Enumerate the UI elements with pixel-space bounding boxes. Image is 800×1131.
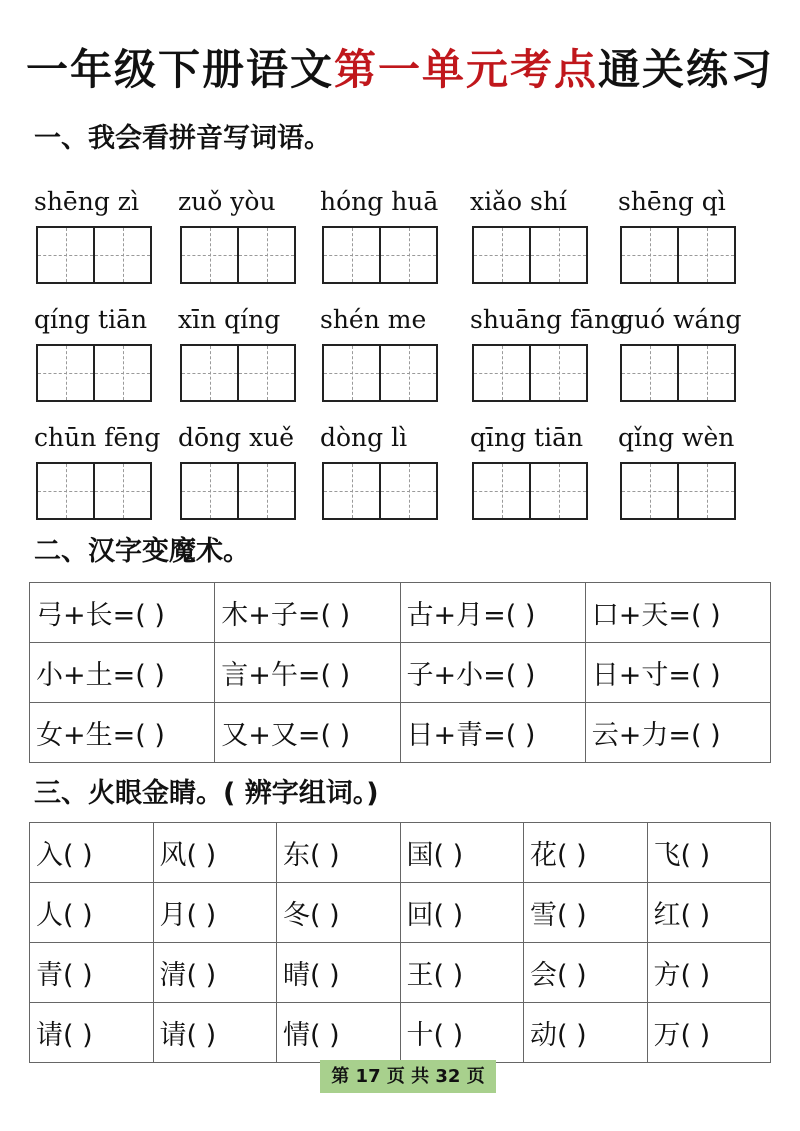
pinyin-item [178,422,338,456]
pinyin-item [618,304,778,338]
table-cell[interactable]: 云+力=( ) [585,703,770,763]
table-cell[interactable]: 子+小=( ) [400,643,585,703]
table-cell[interactable]: 花( ) [524,823,648,883]
table-row [30,703,771,763]
writing-boxes[interactable] [36,462,152,520]
pinyin-item [618,422,778,456]
tian-grid-box[interactable] [324,346,379,400]
pinyin-text: chūn fēng [34,423,161,452]
writing-boxes[interactable] [36,226,152,284]
table-cell[interactable]: 回( ) [400,883,524,943]
table-cell[interactable]: 清( ) [153,943,277,1003]
writing-boxes[interactable] [322,344,438,402]
tian-grid-box[interactable] [529,346,586,400]
table-cell[interactable]: 女+生=( ) [30,703,215,763]
tian-grid-box[interactable] [677,228,734,282]
table-cell[interactable]: 东( ) [277,823,401,883]
pinyin-text: shēng qì [618,187,726,216]
character-magic-table [29,582,771,763]
tian-grid-box[interactable] [622,346,677,400]
pinyin-text: shēng zì [34,187,139,216]
table-cell[interactable]: 雪( ) [524,883,648,943]
tian-grid-box[interactable] [93,228,150,282]
table-row [30,583,771,643]
pinyin-text: hóng huā [320,187,439,216]
pinyin-row [0,186,800,286]
tian-grid-box[interactable] [93,464,150,518]
pinyin-row [0,304,800,404]
pinyin-text: xiǎo shí [470,187,567,216]
pinyin-item [470,304,630,338]
pinyin-text: xīn qíng [178,305,281,334]
tian-grid-box[interactable] [237,228,294,282]
tian-grid-box[interactable] [237,464,294,518]
pinyin-item [320,422,480,456]
tian-grid-box[interactable] [677,464,734,518]
pinyin-item [178,186,338,220]
pinyin-item [34,304,194,338]
pinyin-text: shuāng fāng [470,305,627,334]
table-cell[interactable]: 请( ) [30,1003,154,1063]
pinyin-text: qǐng wèn [618,423,735,452]
table-cell[interactable]: 情( ) [277,1003,401,1063]
table-row [30,943,771,1003]
table-cell[interactable]: 动( ) [524,1003,648,1063]
table-cell[interactable]: 王( ) [400,943,524,1003]
tian-grid-box[interactable] [677,346,734,400]
writing-boxes[interactable] [180,226,296,284]
tian-grid-box[interactable] [529,228,586,282]
pinyin-text: qíng tiān [34,305,148,334]
page-title [0,40,800,100]
table-cell[interactable]: 日+青=( ) [400,703,585,763]
table-cell[interactable]: 冬( ) [277,883,401,943]
tian-grid-box[interactable] [474,464,529,518]
title-part-3: 通关练习 [598,45,775,94]
writing-boxes[interactable] [36,344,152,402]
pinyin-item [34,186,194,220]
table-cell[interactable]: 会( ) [524,943,648,1003]
tian-grid-box[interactable] [324,464,379,518]
tian-grid-box[interactable] [182,228,237,282]
tian-grid-box[interactable] [622,464,677,518]
table-cell[interactable]: 弓+长=( ) [30,583,215,643]
table-cell[interactable]: 请( ) [153,1003,277,1063]
writing-boxes[interactable] [620,226,736,284]
table-cell[interactable]: 月( ) [153,883,277,943]
tian-grid-box[interactable] [379,228,436,282]
writing-boxes[interactable] [620,344,736,402]
tian-grid-box[interactable] [622,228,677,282]
tian-grid-box[interactable] [474,228,529,282]
table-cell[interactable]: 古+月=( ) [400,583,585,643]
table-cell[interactable]: 入( ) [30,823,154,883]
table-cell[interactable]: 日+寸=( ) [585,643,770,703]
table-cell[interactable]: 言+午=( ) [215,643,400,703]
writing-boxes[interactable] [620,462,736,520]
table-cell[interactable]: 青( ) [30,943,154,1003]
pinyin-item [618,186,778,220]
table-row [30,823,771,883]
pinyin-item [320,186,480,220]
table-cell[interactable]: 木+子=( ) [215,583,400,643]
table-cell[interactable]: 口+天=( ) [585,583,770,643]
pinyin-row [0,422,800,522]
tian-grid-box[interactable] [38,464,93,518]
pinyin-text: zuǒ yòu [178,187,276,216]
table-cell[interactable]: 人( ) [30,883,154,943]
pinyin-text: guó wáng [618,305,742,334]
writing-boxes[interactable] [472,226,588,284]
pinyin-item [470,186,630,220]
pinyin-item [320,304,480,338]
section-3-heading: 三、火眼金睛。( 辨字组词。) [34,778,379,809]
table-row [30,643,771,703]
table-row [30,1003,771,1063]
table-cell[interactable]: 红( ) [647,883,771,943]
writing-boxes[interactable] [180,462,296,520]
pinyin-text: shén me [320,305,427,334]
table-cell[interactable]: 十( ) [400,1003,524,1063]
table-cell[interactable]: 飞( ) [647,823,771,883]
tian-grid-box[interactable] [93,346,150,400]
tian-grid-box[interactable] [182,464,237,518]
table-cell[interactable]: 国( ) [400,823,524,883]
section-1-heading: 一、我会看拼音写词语。 [34,123,331,154]
tian-grid-box[interactable] [38,228,93,282]
writing-boxes[interactable] [472,462,588,520]
tian-grid-box[interactable] [379,346,436,400]
pinyin-item [34,422,194,456]
table-cell[interactable]: 万( ) [647,1003,771,1063]
table-row [30,883,771,943]
pinyin-text: dòng lì [320,423,408,452]
tian-grid-box[interactable] [474,346,529,400]
table-cell[interactable]: 小+土=( ) [30,643,215,703]
table-cell[interactable]: 又+又=( ) [215,703,400,763]
word-building-table [29,822,771,1063]
tian-grid-box[interactable] [379,464,436,518]
title-part-1: 一年级下册语文 [25,45,334,94]
writing-boxes[interactable] [472,344,588,402]
section-2-heading: 二、汉字变魔术。 [34,536,250,567]
tian-grid-box[interactable] [529,464,586,518]
title-part-2: 第一单元考点 [333,45,598,94]
writing-boxes[interactable] [180,344,296,402]
tian-grid-box[interactable] [182,346,237,400]
pinyin-item [470,422,630,456]
tian-grid-box[interactable] [324,228,379,282]
table-cell[interactable]: 风( ) [153,823,277,883]
page-number: 第 17 页 共 32 页 [320,1060,496,1093]
pinyin-text: qīng tiān [470,423,584,452]
writing-boxes[interactable] [322,462,438,520]
tian-grid-box[interactable] [38,346,93,400]
table-cell[interactable]: 晴( ) [277,943,401,1003]
writing-boxes[interactable] [322,226,438,284]
tian-grid-box[interactable] [237,346,294,400]
pinyin-text: dōng xuě [178,423,295,452]
table-cell[interactable]: 方( ) [647,943,771,1003]
pinyin-item [178,304,338,338]
